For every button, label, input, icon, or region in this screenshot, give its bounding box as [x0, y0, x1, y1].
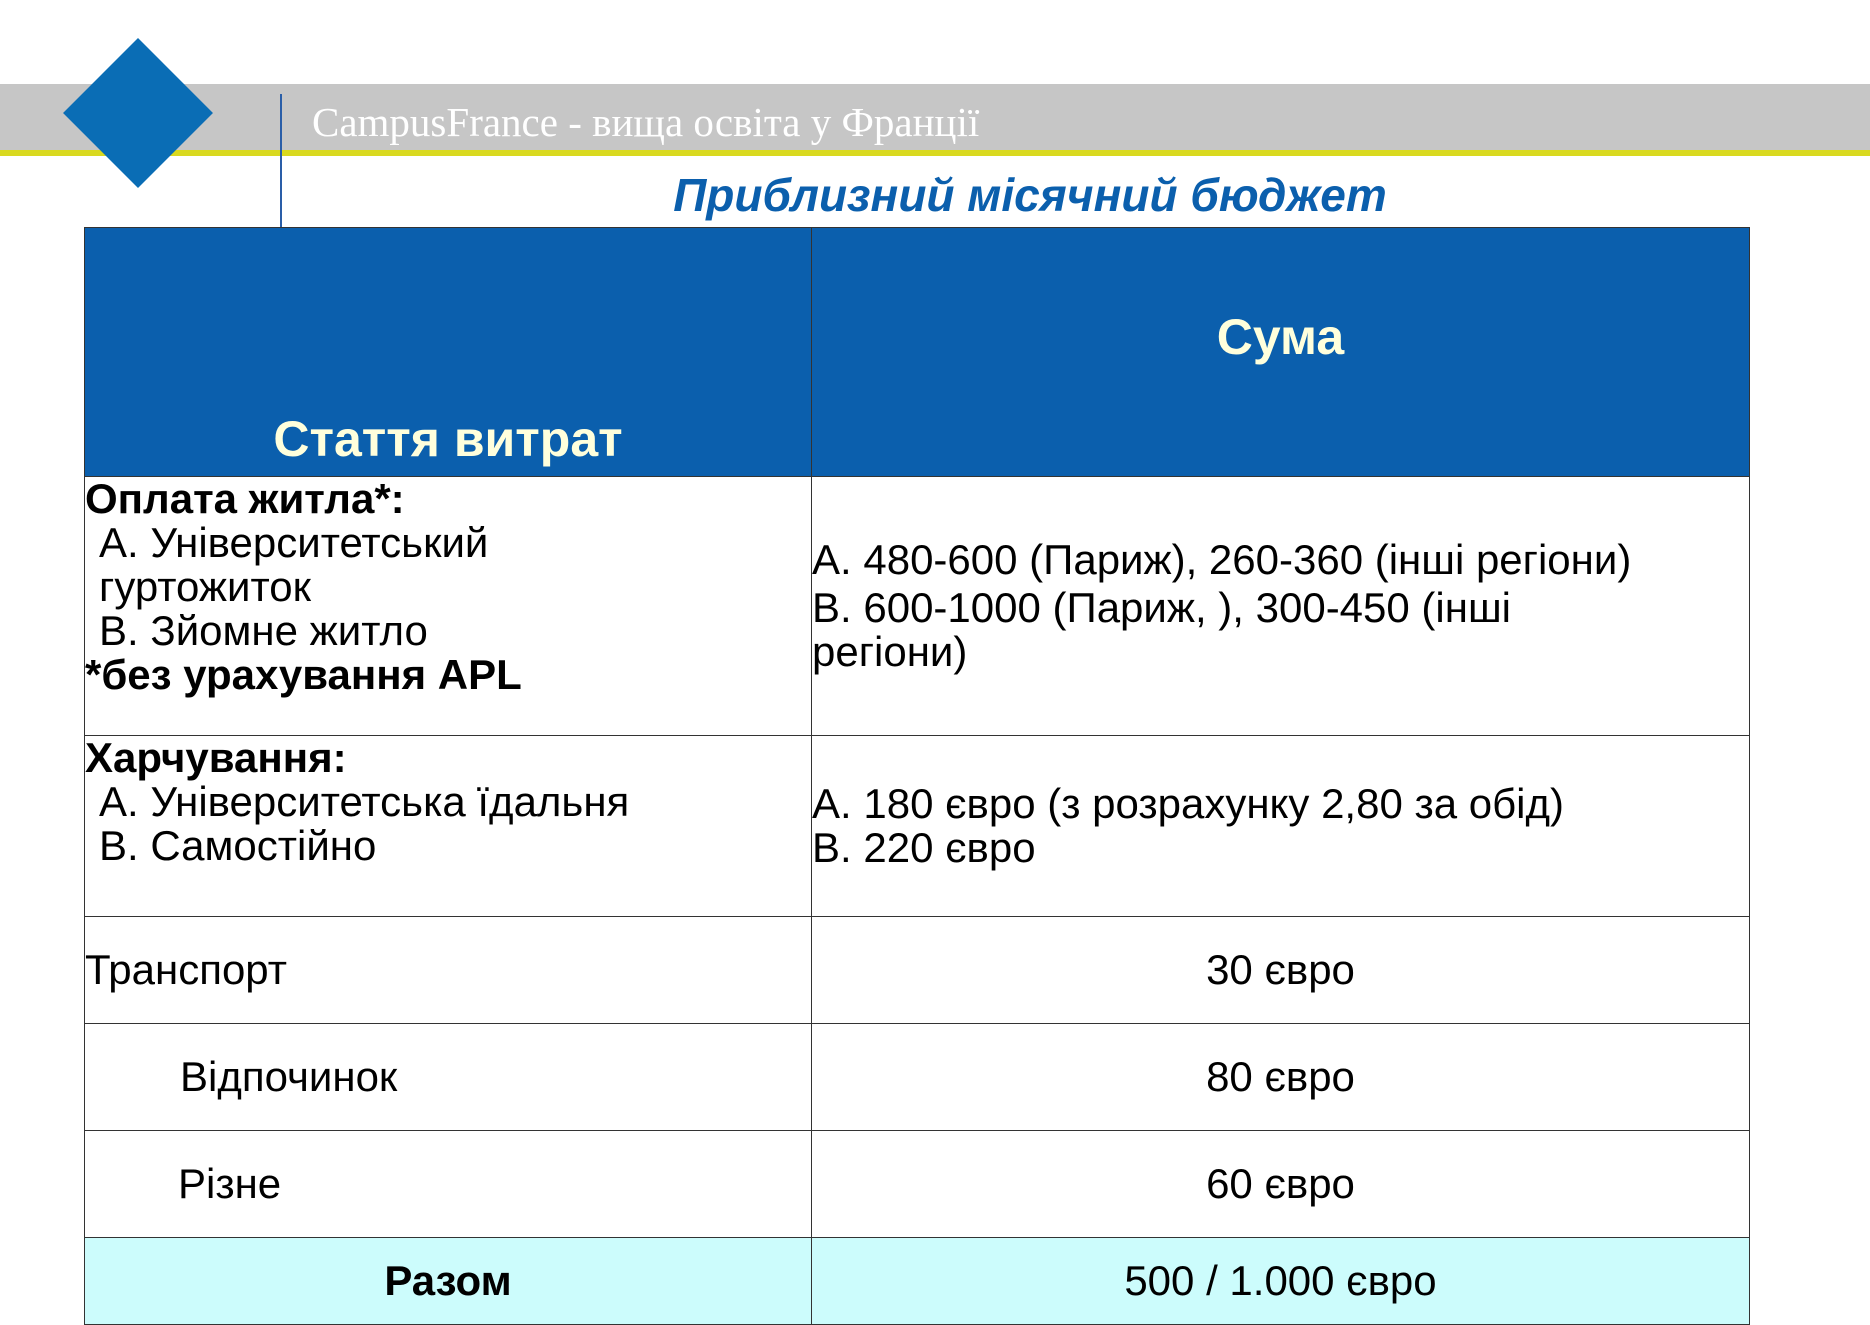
total-label: Разом	[85, 1238, 812, 1325]
total-amount: 500 / 1.000 євро	[812, 1238, 1750, 1325]
housing-title: Оплата житла*:	[85, 475, 405, 522]
table-row-transport	[85, 917, 1750, 1024]
transport-label: Транспорт	[85, 917, 812, 1024]
budget-table	[84, 227, 1750, 1325]
leisure-label: Відпочинок	[85, 1024, 812, 1131]
food-option-b: В. Самостійно	[99, 822, 377, 870]
housing-amount-cell	[812, 477, 1750, 736]
housing-note: *без урахування APL	[85, 651, 522, 699]
column-header-item: Стаття витрат	[85, 228, 812, 477]
leisure-amount: 80 євро	[812, 1024, 1750, 1131]
housing-item-cell	[85, 477, 812, 736]
table-row-total	[85, 1238, 1750, 1325]
table-row-misc	[85, 1131, 1750, 1238]
header-title: CampusFrance - вища освіта у Франції	[312, 99, 980, 145]
housing-amount-a: А. 480-600 (Париж), 260-360 (інші регіони)	[812, 535, 1632, 583]
table-row-housing	[85, 477, 1750, 736]
food-amount-a: А. 180 євро (з розрахунку 2,80 за обід)	[812, 779, 1565, 827]
table-row-food	[85, 736, 1750, 917]
housing-option-a: А. Університетський гуртожиток	[99, 519, 489, 611]
housing-amount-b: В. 600-1000 (Париж, ), 300-450 (інші регіони)	[812, 583, 1511, 676]
food-title: Харчування:	[85, 734, 347, 781]
campusfrance-logo-diamond	[63, 38, 213, 188]
table-header-row	[85, 228, 1750, 477]
housing-option-b: В. Зйомне житло	[99, 607, 428, 655]
misc-label: Різне	[85, 1131, 812, 1238]
table-row-leisure	[85, 1024, 1750, 1131]
food-amount-cell	[812, 736, 1750, 917]
column-header-amount: Сума	[812, 228, 1750, 477]
slide-title: Приблизний місячний бюджет	[673, 169, 1387, 221]
misc-amount: 60 євро	[812, 1131, 1750, 1238]
food-item-cell	[85, 736, 812, 917]
food-option-a: А. Університетська їдальня	[99, 778, 630, 826]
food-amount-b: В. 220 євро	[812, 824, 1036, 871]
transport-amount: 30 євро	[812, 917, 1750, 1024]
